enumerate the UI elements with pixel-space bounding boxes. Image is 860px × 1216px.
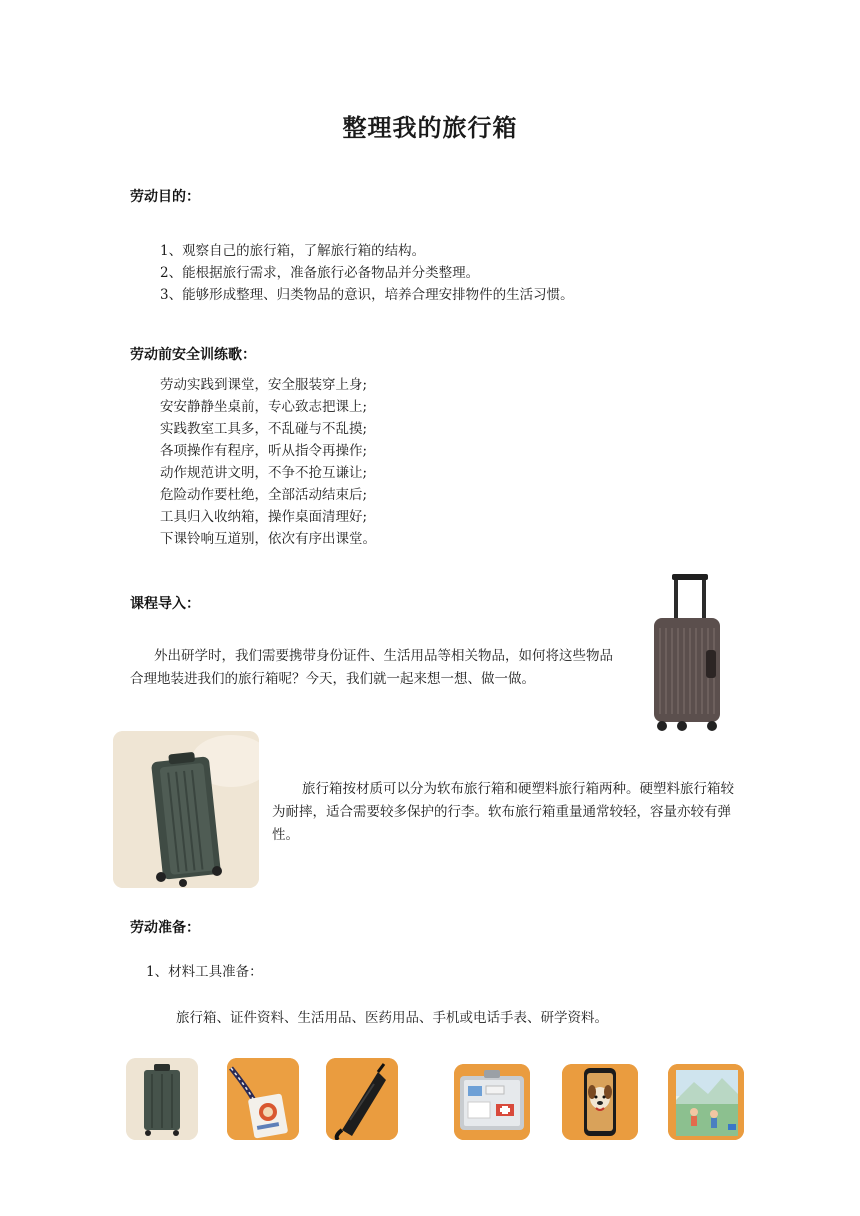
purpose-list xyxy=(160,240,574,306)
song-line: 危险动作要杜绝，全部活动结束后; xyxy=(160,487,368,503)
suitcase-thumbnail xyxy=(126,1058,198,1140)
safety-song xyxy=(160,374,376,550)
phone-photo xyxy=(562,1064,638,1140)
prep-subheading: 1、材料工具准备： xyxy=(146,964,263,980)
song-line: 劳动实践到课堂，安全服装穿上身; xyxy=(160,377,368,393)
song-line: 动作规范讲文明，不争不抢互谦让; xyxy=(160,465,368,481)
material-paragraph: 旅行箱按材质可以分为软布旅行箱和硬塑料旅行箱两种。硬塑料旅行箱较为耐摔，适合需要较多保护的行李。软布旅行箱重量通常较轻，容量亦较有弹性。 xyxy=(272,781,734,843)
purpose-item: 1、观察自己的旅行箱，了解旅行箱的结构。 xyxy=(160,243,426,259)
safety-heading: 劳动前安全训练歌： xyxy=(130,347,256,363)
id-card-lanyard-photo xyxy=(227,1058,299,1140)
green-suitcase-photo xyxy=(113,731,259,888)
prep-heading: 劳动准备： xyxy=(130,920,200,936)
page-title: 整理我的旅行箱 xyxy=(342,114,518,142)
song-line: 下课铃响互道别，依次有序出课堂。 xyxy=(160,531,376,547)
materials-list: 旅行箱、证件资料、生活用品、医药用品、手机或电话手表、研学资料。 xyxy=(176,1010,608,1026)
purpose-item: 3、能够形成整理、归类物品的意识，培养合理安排物件的生活习惯。 xyxy=(160,287,574,303)
intro-paragraph: 外出研学时，我们需要携带身份证件、生活用品等相关物品，如何将这些物品合理地装进我们的旅行箱呢？今天，我们就一起来想一想、做一做。 xyxy=(130,648,613,687)
purpose-heading: 劳动目的： xyxy=(130,189,200,205)
song-line: 各项操作有程序，听从指令再操作; xyxy=(160,443,368,459)
purpose-item: 2、能根据旅行需求，准备旅行必备物品并分类整理。 xyxy=(160,265,480,281)
medical-kit-photo xyxy=(454,1064,530,1140)
song-line: 安安静静坐桌前，专心致志把课上; xyxy=(160,399,368,415)
umbrella-photo xyxy=(326,1058,398,1140)
song-line: 实践教室工具多，不乱碰与不乱摸; xyxy=(160,421,368,437)
suitcase-image xyxy=(646,572,724,732)
study-materials-photo xyxy=(668,1064,744,1140)
intro-heading: 课程导入： xyxy=(130,596,200,612)
song-line: 工具归入收纳箱，操作桌面清理好; xyxy=(160,509,368,525)
